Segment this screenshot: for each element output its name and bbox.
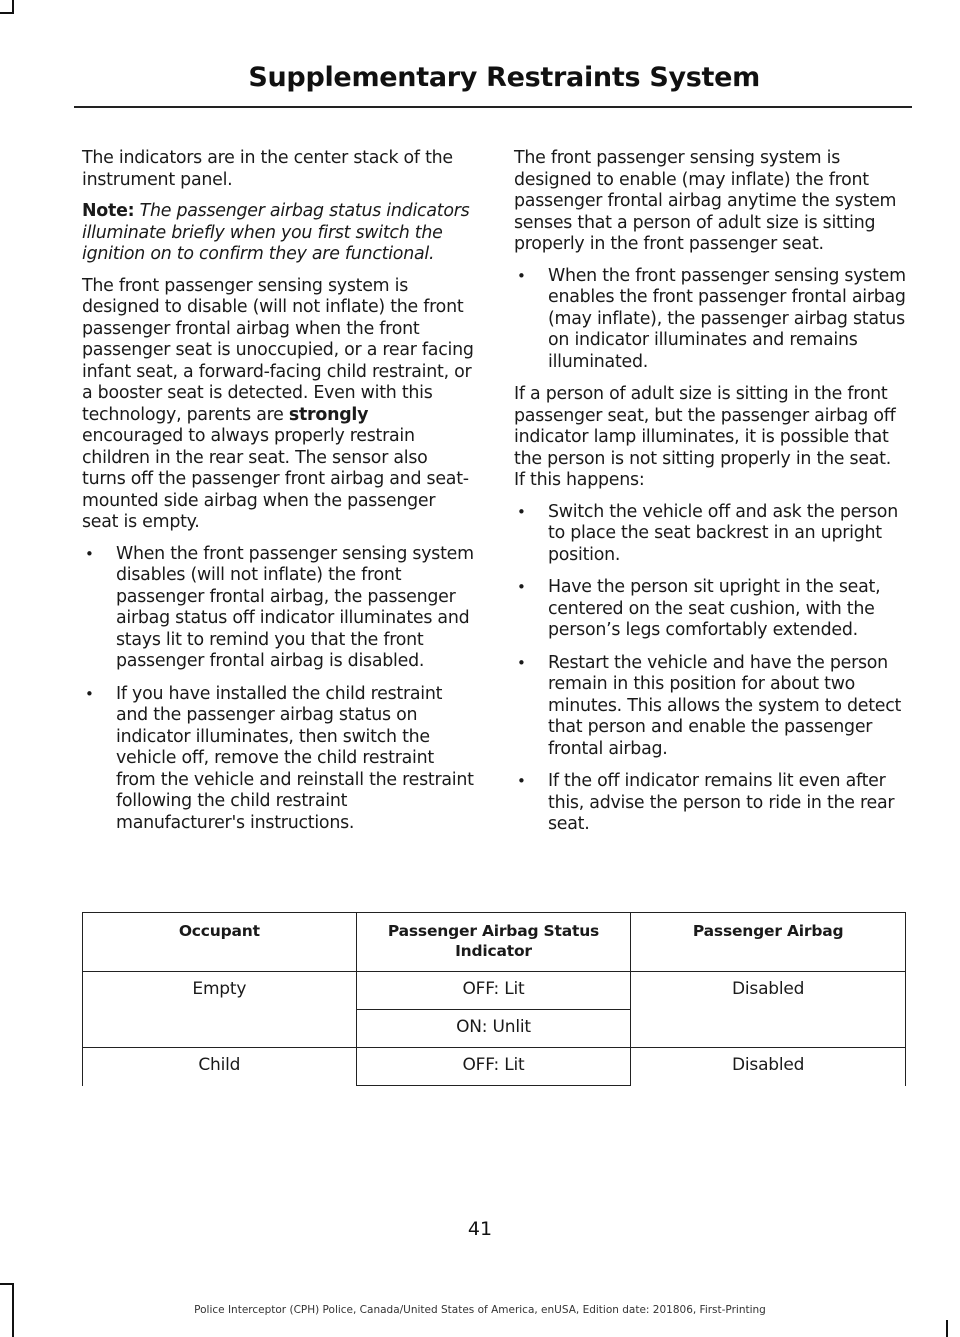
list-item: [82, 684, 474, 835]
note-text: The passenger airbag status indicators illuminate briefly when you first switch the ignition on to confirm they are functional.: [82, 201, 470, 264]
bullet-glyph: •: [517, 502, 526, 521]
paragraph: If a person of adult size is sitting in the front passenger seat, but the passenger airbag off indicator lamp illuminates, it is possible that the person is not sitting properly in the seat. If this happens:: [514, 384, 896, 490]
list-item: [514, 266, 906, 374]
table-header-row: [83, 913, 906, 972]
crop-mark-bottom-left-h: [0, 1283, 12, 1285]
header-divider: [74, 106, 912, 108]
table-header-occupant: Occupant: [83, 913, 357, 972]
list-item: [514, 771, 906, 836]
paragraph: The front passenger sensing system is designed to enable (may inflate) the front passenger frontal airbag anytime the system senses that a person of adult size is sitting properly in the front passenger seat.: [514, 148, 897, 254]
list-item: [514, 653, 906, 761]
bullet-list: [82, 544, 474, 835]
list-item: [514, 577, 906, 642]
emphasis-text: strongly: [288, 404, 369, 425]
table-cell-airbag: Disabled: [631, 1048, 906, 1086]
bullet-glyph: •: [85, 544, 94, 563]
list-item-text: Have the person sit upright in the seat, centered on the seat cushion, with the person’s legs comfortably extended.: [548, 577, 881, 640]
note: [82, 201, 474, 266]
table-row: [83, 972, 906, 1010]
left-column: [82, 148, 474, 845]
right-column: [514, 148, 906, 847]
table-row: [83, 1048, 906, 1086]
bullet-glyph: •: [85, 684, 94, 703]
paragraph-text: encouraged to always properly restrain children in the rear seat. The sensor also turns off the passenger front airbag and seat-mounted side airbag when the passenger seat is empty.: [82, 426, 469, 532]
table-cell-occupant: Child: [83, 1048, 357, 1086]
table-cell-airbag: Disabled: [631, 972, 906, 1048]
list-item-text: Restart the vehicle and have the person remain in this position for about two minutes. This allows the system to detect that person and enable the passenger frontal airbag.: [548, 652, 902, 759]
list-item-text: Switch the vehicle off and ask the person to place the seat backrest in an upright position.: [548, 501, 898, 565]
note-label: Note:: [82, 201, 135, 221]
paragraph: The indicators are in the center stack of the instrument panel.: [82, 148, 453, 190]
page-footer: Police Interceptor (CPH) Police, Canada/United States of America, enUSA, Edition date: 201806, First-Printing: [194, 1304, 766, 1316]
list-item: [514, 502, 906, 567]
bullet-glyph: •: [517, 653, 526, 672]
bullet-list: [514, 266, 906, 374]
page-number: 41: [467, 1218, 493, 1240]
page-header-title: Supplementary Restraints System: [248, 62, 760, 93]
bullet-glyph: •: [517, 578, 526, 596]
table-cell-indicator: OFF: Lit: [356, 972, 631, 1010]
crop-mark-top-left-h: [0, 12, 14, 14]
list-item-text: If the off indicator remains lit even after this, advise the person to ride in the rear seat.: [548, 771, 895, 834]
table-cell-indicator: ON: Unlit: [356, 1010, 631, 1048]
table-cell-occupant: Empty: [83, 972, 357, 1048]
crop-mark-bottom-right: [946, 1320, 948, 1337]
table-cell-indicator: OFF: Lit: [356, 1048, 631, 1086]
bullet-glyph: •: [517, 772, 526, 790]
table-header-indicator: Passenger Airbag Status Indicator: [356, 913, 631, 972]
bullet-list: [514, 502, 906, 836]
bullet-glyph: •: [517, 266, 526, 285]
list-item: [82, 544, 474, 673]
table-header-airbag: Passenger Airbag: [631, 913, 906, 972]
airbag-status-table: [82, 912, 906, 1086]
list-item-text: If you have installed the child restraint and the passenger airbag status on indicator illuminates, then switch the vehicle off, remove the child restraint from the vehicle and reinstall the restraint following the child restraint manufacturer's instructions.: [116, 683, 474, 833]
list-item-text: When the front passenger sensing system disables (will not inflate) the front passenger frontal airbag, the passenger airbag status off indicator illuminates and stays lit to remind you that the front passenger frontal airbag is disabled.: [116, 543, 474, 671]
paragraph: [82, 276, 474, 534]
paragraph-text: The front passenger sensing system is designed to disable (will not inflate) the front passenger frontal airbag when the front passenger seat is unoccupied, or a rear facing infant seat, a forward-facing child restraint, or a booster seat is detected. Even with this technology, parents are: [82, 275, 474, 425]
list-item-text: When the front passenger sensing system enables the front passenger frontal airbag (may inflate), the passenger airbag status on indicator illuminates and remains illuminated.: [548, 265, 906, 372]
